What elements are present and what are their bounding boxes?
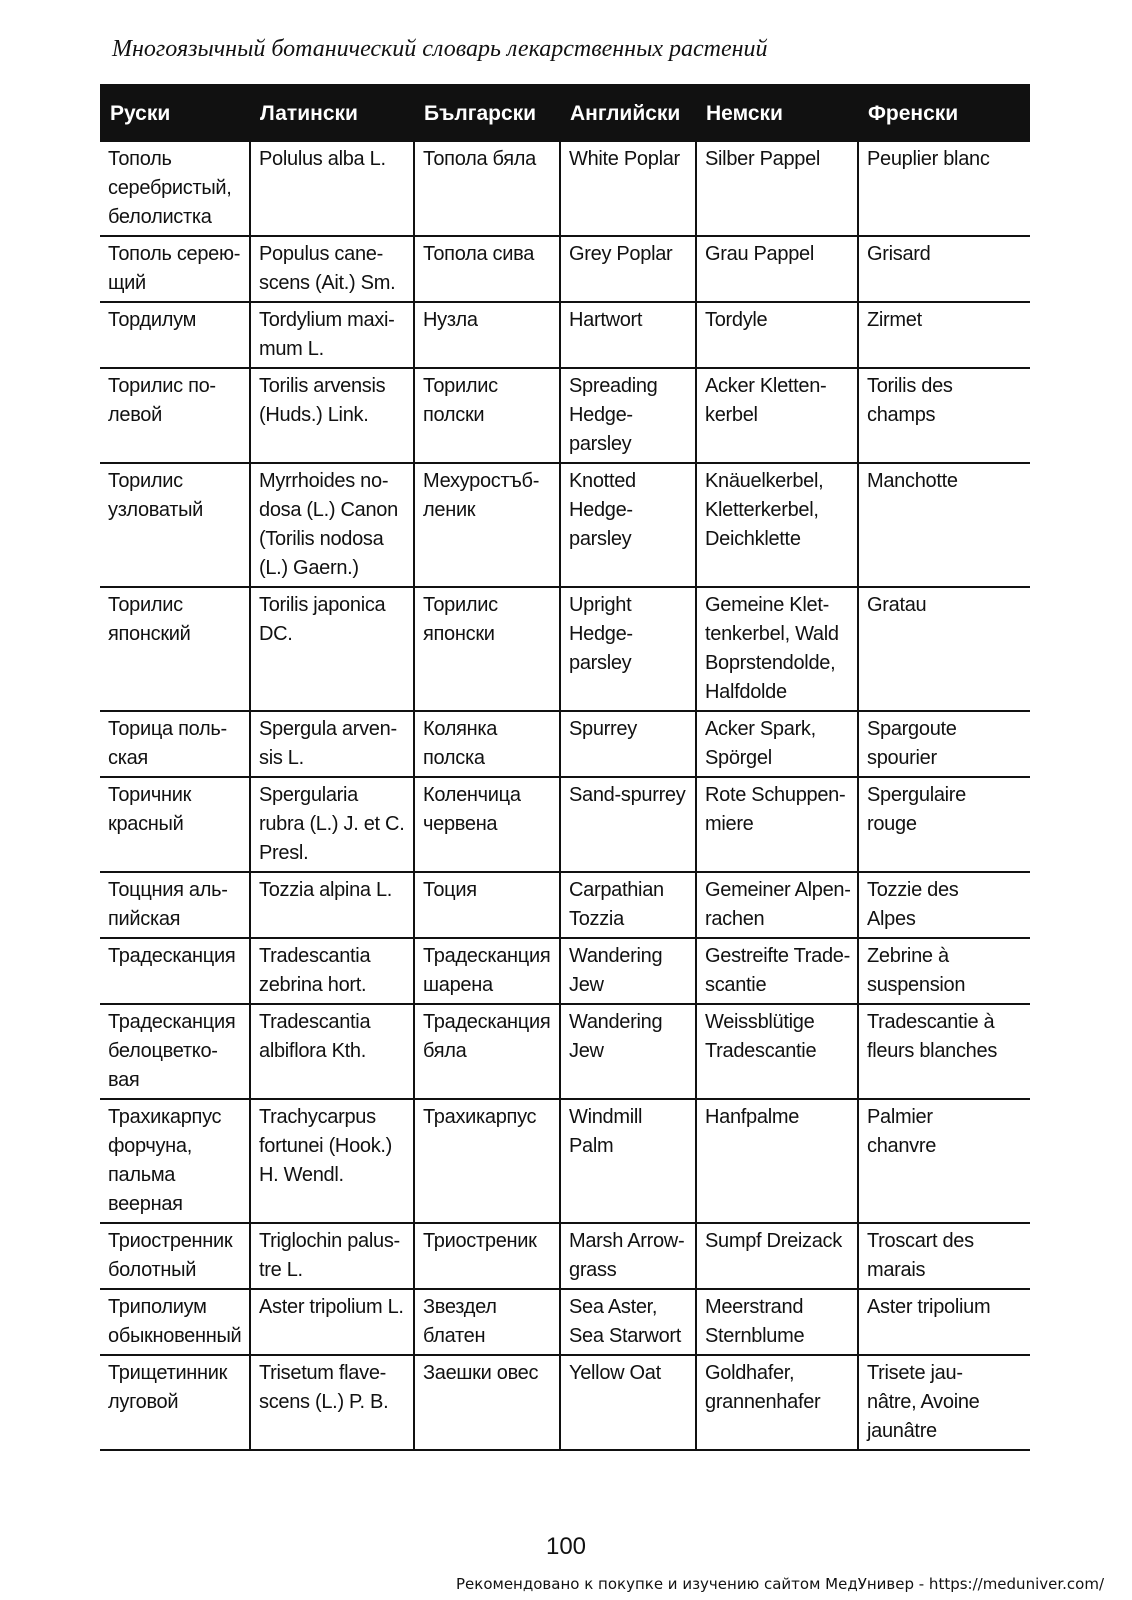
cell-latin: Trachycarpus fortunei (Hook.) H. Wendl. [250, 1099, 414, 1223]
cell-english: Grey Poplar [560, 236, 696, 302]
cell-english: White Poplar [560, 142, 696, 236]
table-row [100, 1223, 1030, 1289]
cell-latin: Torilis arvensis (Huds.) Link. [250, 368, 414, 463]
cell-german: Silber Pappel [696, 142, 858, 236]
cell-russian: Тополь серебристый, белолистка [100, 142, 250, 236]
cell-french: Gratau [858, 587, 1030, 711]
cell-german: Knäuelkerbel, Kletterkerbel, Deichklette [696, 463, 858, 587]
cell-french: Trisete jau- nâtre, Avoine jaunâtre [858, 1355, 1030, 1450]
column-header-german: Немски [696, 84, 858, 142]
cell-russian: Традесканция белоцветко- вая [100, 1004, 250, 1099]
cell-german: Tordyle [696, 302, 858, 368]
cell-russian: Традесканция [100, 938, 250, 1004]
table-row [100, 938, 1030, 1004]
cell-english: Carpathian Tozzia [560, 872, 696, 938]
table-row [100, 1289, 1030, 1355]
cell-german: Sumpf Dreizack [696, 1223, 858, 1289]
cell-english: Marsh Arrow- grass [560, 1223, 696, 1289]
cell-latin: Populus cane- scens (Ait.) Sm. [250, 236, 414, 302]
cell-russian: Тордилум [100, 302, 250, 368]
cell-german: Rote Schuppen- miere [696, 777, 858, 872]
cell-english: Spreading Hedge- parsley [560, 368, 696, 463]
table-row [100, 1099, 1030, 1223]
cell-latin: Tradescantia zebrina hort. [250, 938, 414, 1004]
cell-latin: Tradescantia albiflora Kth. [250, 1004, 414, 1099]
cell-german: Acker Spark, Spörgel [696, 711, 858, 777]
cell-bulgarian: Заешки овес [414, 1355, 560, 1450]
dictionary-table [100, 84, 1030, 1451]
cell-russian: Трищетинник луговой [100, 1355, 250, 1450]
cell-latin: Tordylium maxi- mum L. [250, 302, 414, 368]
table-row [100, 777, 1030, 872]
table-row [100, 463, 1030, 587]
cell-bulgarian: Топола сива [414, 236, 560, 302]
cell-german: Acker Kletten- kerbel [696, 368, 858, 463]
cell-bulgarian: Традесканция бяла [414, 1004, 560, 1099]
cell-french: Spargoute spourier [858, 711, 1030, 777]
column-header-english: Английски [560, 84, 696, 142]
cell-french: Manchotte [858, 463, 1030, 587]
cell-russian: Торилис по- левой [100, 368, 250, 463]
cell-german: Meerstrand Sternblume [696, 1289, 858, 1355]
cell-latin: Polulus alba L. [250, 142, 414, 236]
table-row [100, 236, 1030, 302]
cell-russian: Триостренник болотный [100, 1223, 250, 1289]
cell-french: Troscart des marais [858, 1223, 1030, 1289]
page-title: Многоязычный ботанический словарь лекарственных растений [112, 36, 768, 62]
cell-french: Spergulaire rouge [858, 777, 1030, 872]
cell-english: Yellow Oat [560, 1355, 696, 1450]
table-row [100, 1004, 1030, 1099]
cell-latin: Torilis japonica DC. [250, 587, 414, 711]
cell-latin: Spergula arven- sis L. [250, 711, 414, 777]
cell-russian: Тоццния аль- пийская [100, 872, 250, 938]
table-row [100, 1355, 1030, 1450]
cell-bulgarian: Нузла [414, 302, 560, 368]
cell-french: Aster tripolium [858, 1289, 1030, 1355]
cell-french: Tradescantie à fleurs blanches [858, 1004, 1030, 1099]
column-header-bulgarian: Български [414, 84, 560, 142]
cell-german: Grau Pappel [696, 236, 858, 302]
table-row [100, 711, 1030, 777]
cell-english: Knotted Hedge- parsley [560, 463, 696, 587]
table-row [100, 587, 1030, 711]
cell-english: Upright Hedge- parsley [560, 587, 696, 711]
cell-french: Torilis des champs [858, 368, 1030, 463]
cell-bulgarian: Колянка полска [414, 711, 560, 777]
cell-bulgarian: Тоция [414, 872, 560, 938]
cell-latin: Trisetum flave- scens (L.) P. B. [250, 1355, 414, 1450]
cell-french: Zirmet [858, 302, 1030, 368]
cell-german: Gemeiner Alpen- rachen [696, 872, 858, 938]
cell-bulgarian: Традесканция шарена [414, 938, 560, 1004]
table-row [100, 302, 1030, 368]
table-row [100, 142, 1030, 236]
page-number: 100 [545, 1533, 587, 1560]
cell-bulgarian: Торилис полски [414, 368, 560, 463]
cell-english: Spurrey [560, 711, 696, 777]
cell-russian: Торица поль- ская [100, 711, 250, 777]
cell-french: Peuplier blanc [858, 142, 1030, 236]
cell-latin: Myrrhoides no- dosa (L.) Canon (Torilis nodosa (L.) Gaern.) [250, 463, 414, 587]
cell-english: Wandering Jew [560, 938, 696, 1004]
table-header-row [100, 84, 1030, 142]
column-header-french: Френски [858, 84, 1030, 142]
cell-bulgarian: Звездел блатен [414, 1289, 560, 1355]
table-row [100, 368, 1030, 463]
cell-latin: Spergularia rubra (L.) J. et C. Presl. [250, 777, 414, 872]
cell-french: Grisard [858, 236, 1030, 302]
cell-bulgarian: Торилис японски [414, 587, 560, 711]
cell-english: Sea Aster, Sea Starwort [560, 1289, 696, 1355]
footer-recommendation: Рекомендовано к покупке и изучению сайтом МедУнивер - https://meduniver.com/ [456, 1575, 1104, 1593]
cell-bulgarian: Трахикарпус [414, 1099, 560, 1223]
cell-bulgarian: Триостреник [414, 1223, 560, 1289]
cell-russian: Торилис японский [100, 587, 250, 711]
cell-german: Gemeine Klet- tenkerbel, Wald Boprstendolde, Halfdolde [696, 587, 858, 711]
cell-french: Palmier chanvre [858, 1099, 1030, 1223]
table-row [100, 872, 1030, 938]
cell-english: Sand-spurrey [560, 777, 696, 872]
cell-russian: Торилис узловатый [100, 463, 250, 587]
cell-bulgarian: Топола бяла [414, 142, 560, 236]
cell-bulgarian: Мехуростъб- леник [414, 463, 560, 587]
cell-russian: Тополь серею- щий [100, 236, 250, 302]
cell-latin: Aster tripolium L. [250, 1289, 414, 1355]
cell-russian: Торичник красный [100, 777, 250, 872]
cell-german: Goldhafer, grannenhafer [696, 1355, 858, 1450]
cell-english: Hartwort [560, 302, 696, 368]
cell-german: Gestreifte Trade- scantie [696, 938, 858, 1004]
cell-russian: Трахикарпус форчуна, пальма веерная [100, 1099, 250, 1223]
cell-english: Wandering Jew [560, 1004, 696, 1099]
cell-english: Windmill Palm [560, 1099, 696, 1223]
cell-german: Weissblütige Tradescantie [696, 1004, 858, 1099]
cell-latin: Tozzia alpina L. [250, 872, 414, 938]
cell-french: Zebrine à suspension [858, 938, 1030, 1004]
cell-bulgarian: Коленчица червена [414, 777, 560, 872]
cell-german: Hanfpalme [696, 1099, 858, 1223]
cell-latin: Triglochin palus- tre L. [250, 1223, 414, 1289]
column-header-latin: Латински [250, 84, 414, 142]
column-header-russian: Руски [100, 84, 250, 142]
cell-french: Tozzie des Alpes [858, 872, 1030, 938]
cell-russian: Триполиум обыкновенный [100, 1289, 250, 1355]
